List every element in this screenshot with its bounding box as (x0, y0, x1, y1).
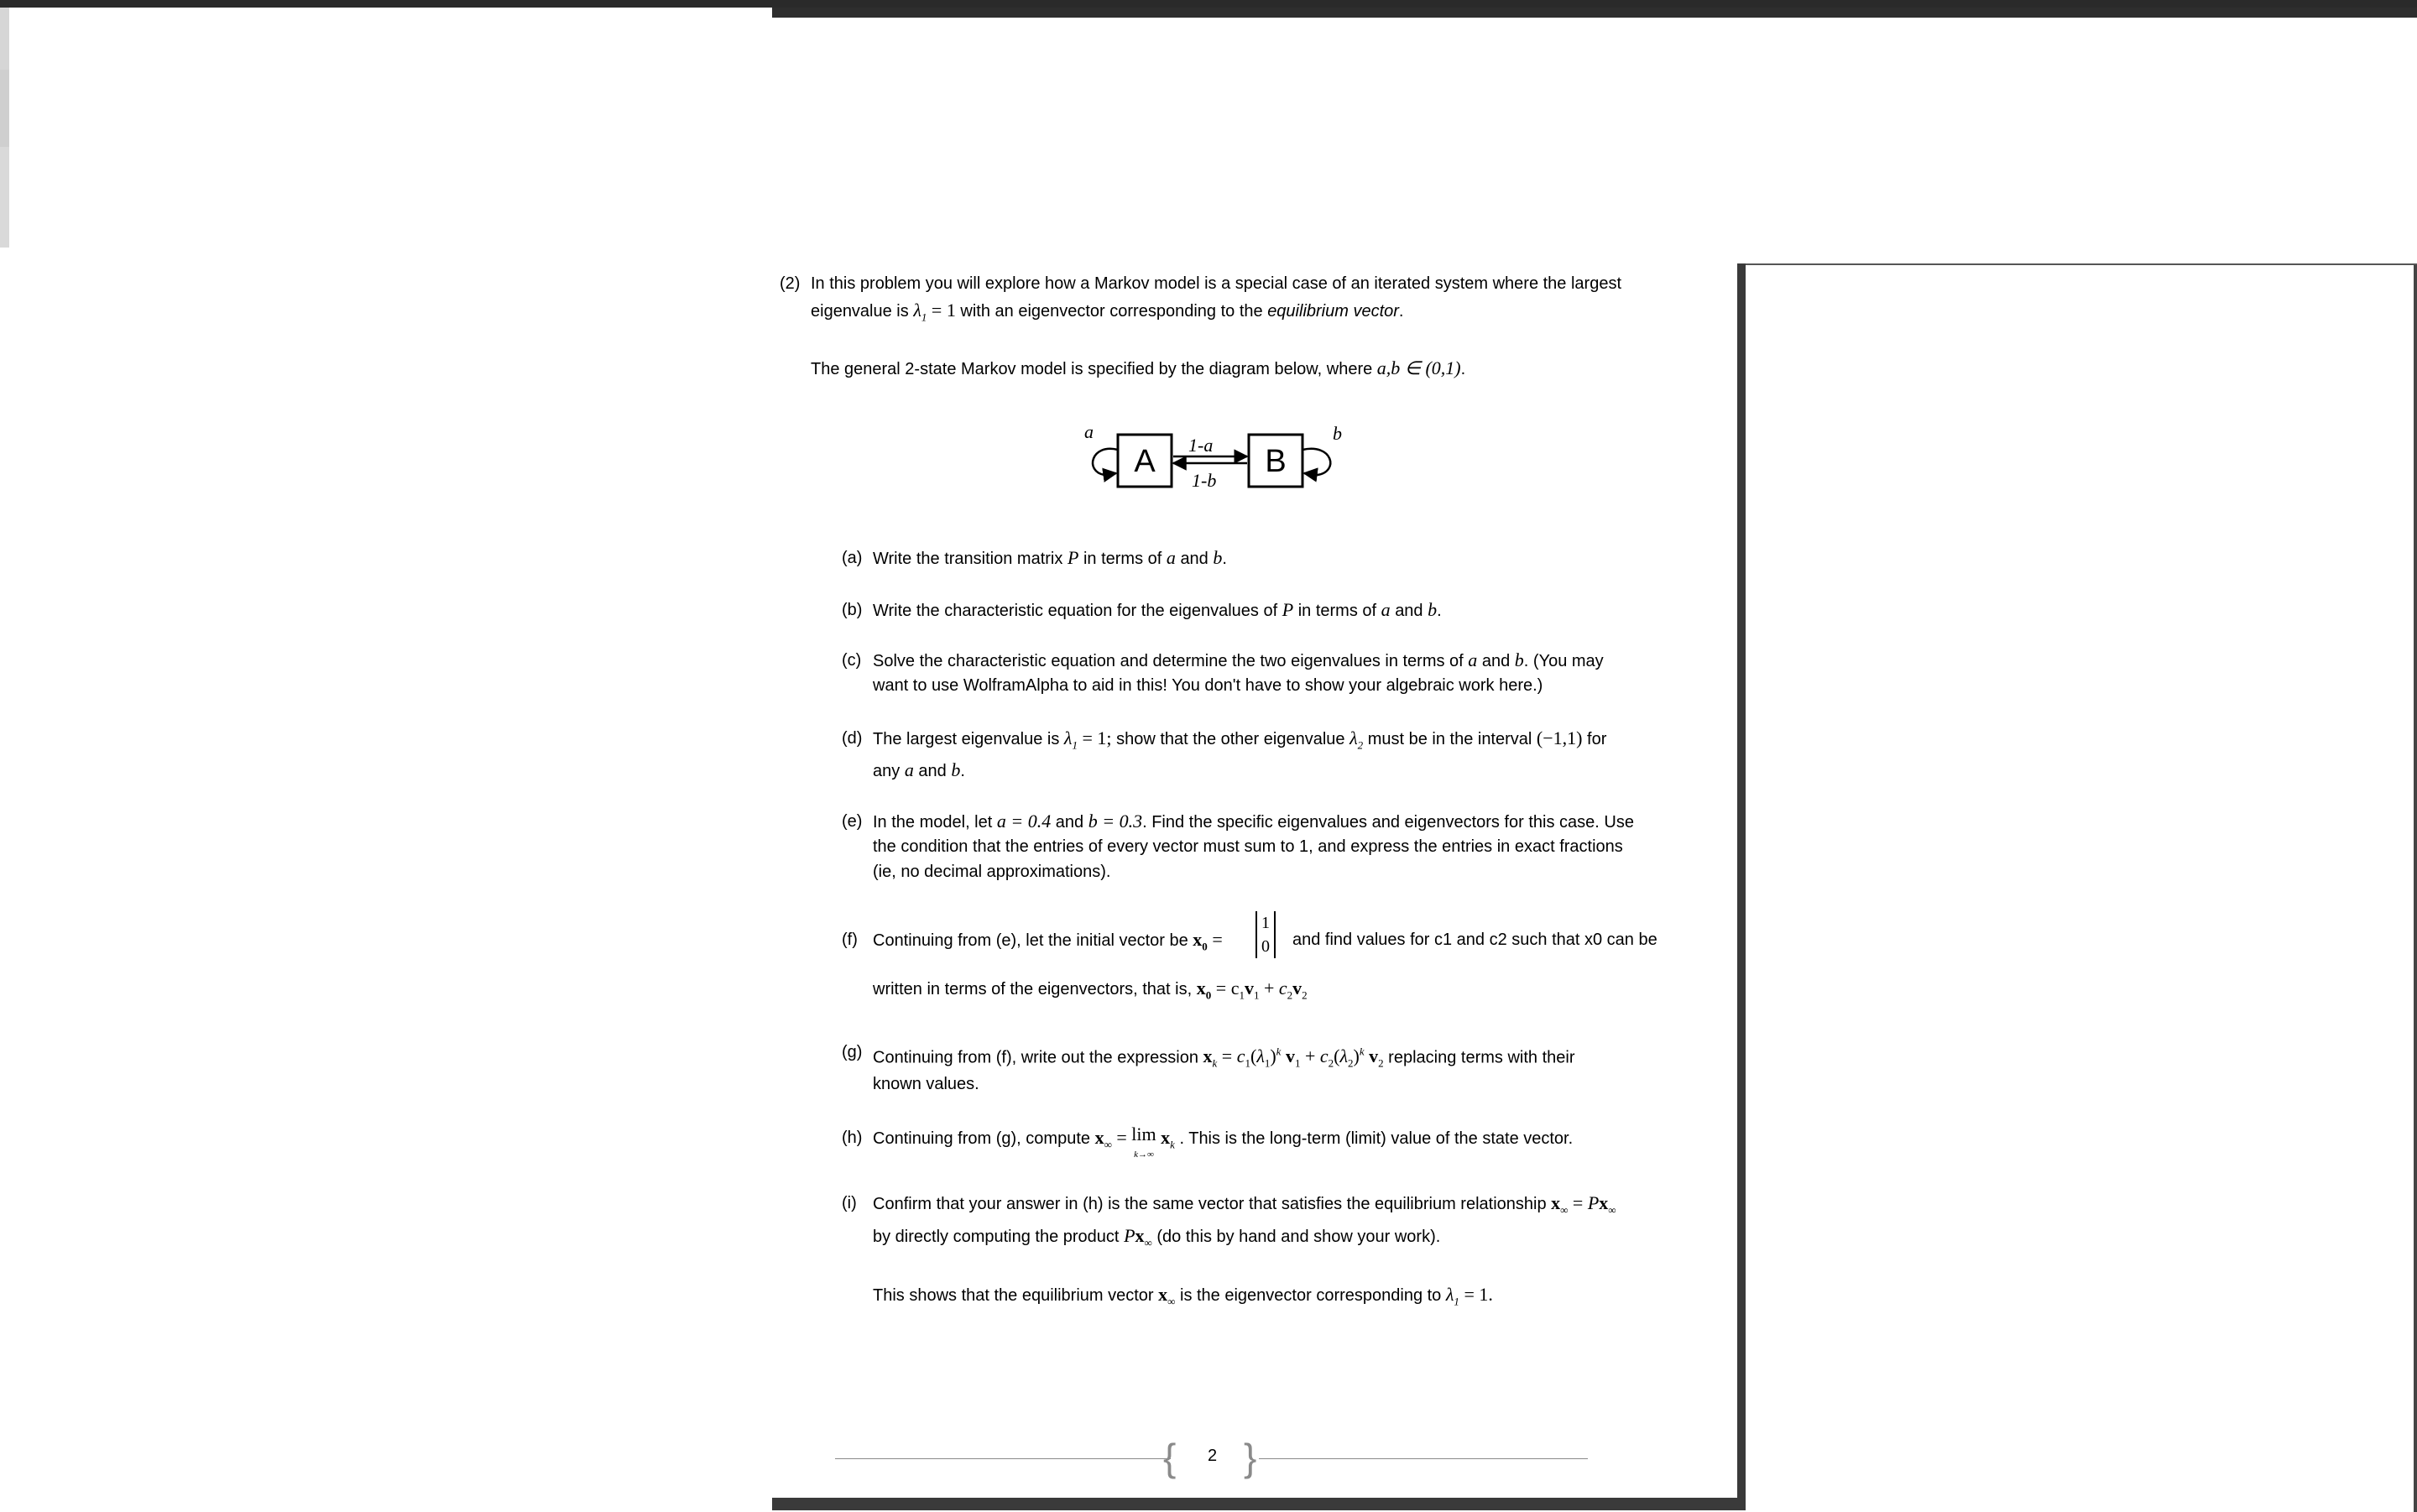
self-b-label: b (1333, 423, 1342, 444)
part-i-t1: Confirm that your answer in (h) is the same vector that satisfies the equilibrium relationship (873, 1195, 1547, 1213)
part-d-line-1 (873, 727, 1606, 757)
part-f-x0-2: $x_0$ (1196, 978, 1212, 1002)
page-bottom-edge (772, 1498, 1746, 1510)
conclusion-x-inf: $x_\infty$ (1158, 1284, 1176, 1308)
part-f-x: x (1193, 929, 1203, 950)
part-a-label: (a) (842, 549, 863, 567)
part-f-line-2-text: written in terms of the eigenvectors, that is, (873, 980, 1193, 998)
part-b-t3: and (1395, 602, 1423, 620)
part-h-limit: $x_\infty = \lim$ k→∞ $x_k$ (1095, 1127, 1175, 1148)
part-b-label: (b) (842, 601, 863, 619)
conclusion-line (873, 1283, 1493, 1313)
part-d-end: . (960, 762, 965, 780)
part-d-a: a (904, 759, 914, 780)
self-loop-b (1302, 449, 1330, 475)
footer-brace-left: { (1163, 1436, 1177, 1479)
state-a-label: A (1134, 444, 1156, 479)
footer-rule-right (1259, 1458, 1588, 1459)
part-c-t2: and (1481, 652, 1511, 670)
part-e-t2: . Find the specific eigenvalues and eigenvectors for this case. Use (1142, 813, 1634, 832)
part-f-line-1 (873, 928, 1223, 958)
part-e-line-3: (ie, no decimal approximations). (873, 863, 1111, 881)
part-h-label: (h) (842, 1129, 863, 1147)
general-end: . (1460, 360, 1466, 378)
equilibrium-vector-emph: equilibrium vector (1267, 302, 1399, 321)
part-c-label: (c) (842, 651, 862, 670)
intro-line-2 (811, 299, 1403, 329)
page-shadow (1737, 263, 1746, 1510)
part-f-eq: = (1212, 929, 1223, 950)
lambda-eq: = 1 (931, 300, 956, 321)
footer-rule-left (835, 1458, 1171, 1459)
initial-vector (1255, 911, 1276, 958)
initial-vector-bottom: 0 (1261, 937, 1270, 956)
part-d-t2: show that the other eigenvalue (1116, 730, 1345, 748)
part-e-b-value: b = 0.3 (1088, 811, 1143, 832)
part-i-line-2 (873, 1224, 1440, 1254)
general-pre: The general 2-state Markov model is specified by the diagram below, where (811, 360, 1373, 378)
part-d-label: (d) (842, 729, 863, 748)
conclusion-mid: is the eigenvector corresponding to (1180, 1286, 1442, 1305)
ab-interval: a,b ∈ (0,1) (1376, 357, 1461, 378)
initial-vector-top: 1 (1261, 914, 1270, 932)
general-model-line (811, 357, 1465, 381)
intro-line-1: In this problem you will explore how a Markov model is a special case of an iterated system where the largest (811, 274, 1622, 293)
document-page (772, 18, 1737, 1498)
part-h-t1: Continuing from (g), compute (873, 1129, 1091, 1148)
part-f-label: (f) (842, 931, 858, 949)
markov-diagram (1066, 420, 1368, 503)
lambda-symbol: λ (913, 300, 921, 321)
part-a-text (873, 546, 1227, 571)
state-b-label: B (1265, 444, 1287, 479)
part-c-t1: Solve the characteristic equation and determine the two eigenvalues in terms of (873, 652, 1464, 670)
conclusion-lambda1: $\lambda_1$ (1445, 1284, 1459, 1308)
part-b-text (873, 598, 1442, 623)
part-b-b: b (1428, 599, 1438, 620)
part-f-t2: and find values for c1 and c2 such that x0 can be (1292, 931, 1657, 949)
next-page-edge (2414, 265, 2417, 1512)
thumbnail-1[interactable] (0, 8, 9, 70)
part-g-expression: $x_k = c_1(\lambda_1)^k$ $v_1 + c_2(\lambda_2)^k$ $v_2$ (1203, 1045, 1384, 1070)
part-f-x0: $x_0$ (1193, 929, 1208, 953)
part-e-t1: In the model, let (873, 813, 993, 832)
part-b-t2: in terms of (1297, 602, 1377, 620)
conclusion-eq: = 1. (1464, 1284, 1493, 1305)
viewer-top-bar (772, 8, 2417, 18)
conclusion-pre: This shows that the equilibrium vector (873, 1286, 1154, 1305)
part-d-t1: The largest eigenvalue is (873, 730, 1060, 748)
part-d-t3: must be in the interval (1367, 730, 1532, 748)
window-top-bar (0, 0, 2417, 8)
part-g-line-2: known values. (873, 1075, 979, 1093)
lim-subscript: k→∞ (1134, 1150, 1154, 1160)
part-f-t1: Continuing from (e), let the initial vector be (873, 931, 1188, 950)
left-thumbnail-strip[interactable] (0, 8, 9, 1510)
part-i-line-2-post: (do this by hand and show your work). (1156, 1228, 1441, 1246)
part-e-line-1 (873, 810, 1634, 834)
part-a-b: b (1213, 547, 1223, 568)
part-i-label: (i) (842, 1194, 857, 1212)
problem-number: (2) (780, 274, 801, 293)
part-a-P: P (1067, 547, 1079, 568)
part-e-and: and (1055, 813, 1084, 832)
part-c-t3: . (You may (1523, 652, 1604, 670)
part-h-line-1 (873, 1126, 1573, 1163)
part-c-b: b (1514, 649, 1524, 670)
part-b-a: a (1381, 599, 1391, 620)
a-to-b-label: 1-a (1188, 435, 1214, 456)
part-a-t4: . (1222, 550, 1227, 568)
intro-line-2-pre: eigenvalue is (811, 302, 909, 321)
part-g-line-1 (873, 1040, 1574, 1076)
intro-line-2-end: . (1398, 302, 1404, 321)
part-e-a-value: a = 0.4 (996, 811, 1052, 832)
part-c-line-2: want to use WolframAlpha to aid in this! You don't have to show your algebraic work here.) (873, 676, 1543, 695)
part-g-label: (g) (842, 1043, 863, 1061)
page-number: 2 (1208, 1447, 1218, 1465)
next-page (1746, 263, 2417, 1512)
part-i-line-2-pre: by directly computing the product (873, 1228, 1120, 1246)
part-d-b: b (951, 759, 961, 780)
footer-brace-right: } (1244, 1436, 1257, 1479)
initial-vector-brackets (1255, 911, 1276, 958)
part-g-t2: replacing terms with their (1388, 1048, 1575, 1067)
part-d-and: and (918, 762, 947, 780)
intro-line-2-mid: with an eigenvector corresponding to the (960, 302, 1263, 321)
part-a-t3: and (1180, 550, 1208, 568)
part-e-line-2: the condition that the entries of every vector must sum to 1, and express the entries in exact fractions (873, 837, 1623, 856)
self-loop-a (1093, 449, 1118, 475)
equilibrium-relation: $x_\infty = Px_\infty$ (1551, 1192, 1616, 1217)
thumbnail-3[interactable] (0, 147, 9, 248)
part-f-line-2 (873, 977, 1308, 1007)
self-a-label: a (1084, 421, 1094, 442)
part-b-t4: . (1437, 602, 1442, 620)
part-f-expr-text: = c (1215, 978, 1240, 998)
b-to-a-label: 1-b (1192, 470, 1217, 491)
part-f-expr: = $c_1v_1 + c_2v_2$ (1215, 978, 1308, 1002)
part-d-any: any (873, 762, 901, 780)
part-a-t1: Write the transition matrix (873, 550, 1063, 568)
part-d-t4: for (1587, 730, 1607, 748)
part-h-t2: . This is the long-term (limit) value of the state vector. (1179, 1129, 1574, 1148)
part-i-line-1 (873, 1191, 1616, 1222)
part-d-eq1: = 1; (1082, 727, 1112, 748)
part-d-interval: (−1,1) (1536, 727, 1583, 748)
part-d-lambda2: $\lambda_2$ (1349, 727, 1364, 752)
part-b-P: P (1282, 599, 1294, 620)
part-e-label: (e) (842, 812, 863, 831)
part-b-t1: Write the characteristic equation for the eigenvalues of (873, 602, 1278, 620)
thumbnail-2[interactable] (0, 70, 9, 147)
part-d-line-2 (873, 759, 965, 783)
part-c-line-1 (873, 649, 1604, 673)
product-Px: $Px_\infty$ (1124, 1225, 1152, 1249)
lim-text: lim (1131, 1124, 1156, 1144)
part-a-t2: in terms of (1083, 550, 1162, 568)
part-a-a: a (1166, 547, 1176, 568)
part-g-t1: Continuing from (f), write out the expression (873, 1048, 1198, 1067)
part-d-lambda1: $\lambda_1$ (1063, 727, 1078, 752)
limit-operator (1131, 1126, 1156, 1163)
lambda-1: $\lambda_1$ (913, 300, 927, 324)
part-c-a: a (1468, 649, 1478, 670)
